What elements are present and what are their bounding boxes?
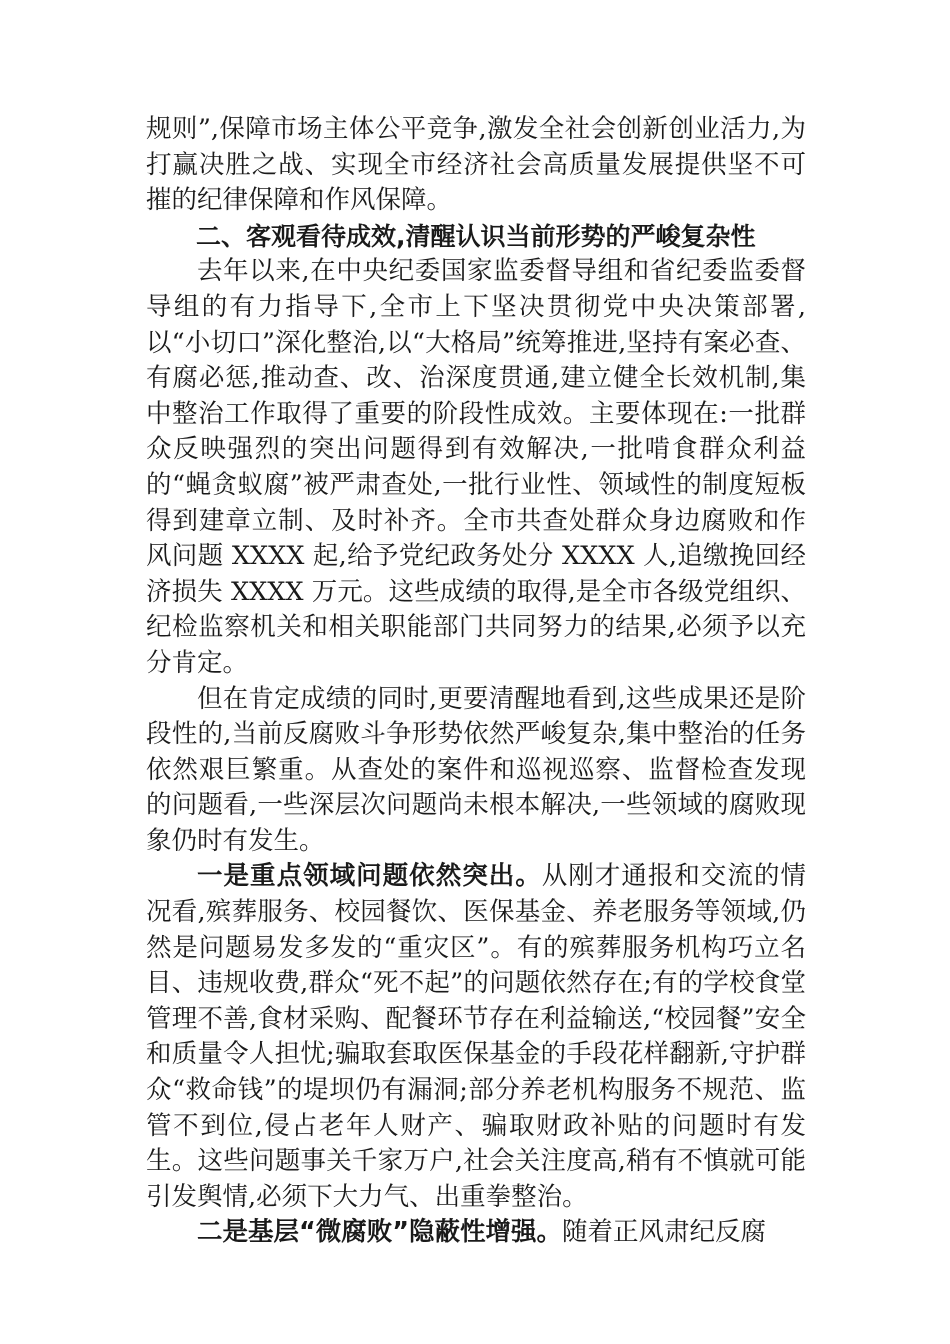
paragraph-point-two xyxy=(146,1215,806,1251)
paragraph-achievements: 去年以来,在中央纪委国家监委督导组和省纪委监委督导组的有力指导下,全市上下坚决贯彻党中央决策部署,以“小切口”深化整治,以“大格局”统筹推进,坚持有案必查、有腐必惩,推动查、改、治深度贯通,建立健全长效机制,集中整治工作取得了重要的阶段性成效。主要体现在:一批群众反映强烈的突出问题得到有效解决,一批啃食群众利益的“蝇贪蚁腐”被严肃查处,一批行业性、领域性的制度短板得到建章立制、及时补齐。全市共查处群众身边腐败和作风问题 XXXX 起,给予党纪政务处分 XXXX 人,追缴挽回经济损失 XXXX 万元。这些成绩的取得,是全市各级党组织、纪检监察机关和相关职能部门共同努力的结果,必须予以充分肯定。 xyxy=(146,256,806,678)
point-two-body: 随着正风肃纪反腐 xyxy=(562,1217,767,1248)
paragraph-point-one xyxy=(146,859,806,1215)
paragraph-but: 但在肯定成绩的同时,更要清醒地看到,这些成果还是阶段性的,当前反腐败斗争形势依然严峻复杂,集中整治的任务依然艰巨繁重。从查处的案件和巡视巡察、监督检查发现的问题看,一些深层次问题尚未根本解决,一些领域的腐败现象仍时有发生。 xyxy=(146,683,806,856)
paragraph-continuation: 规则”,保障市场主体公平竞争,激发全社会创新创业活力,为打赢决胜之战、实现全市经济社会高质量发展提供坚不可摧的纪律保障和作风保障。 xyxy=(146,114,806,216)
point-one-body: 从刚才通报和交流的情况看,殡葬服务、校园餐饮、医保基金、养老服务等领域,仍然是问题易发多发的“重灾区”。有的殡葬服务机构巧立名目、违规收费,群众“死不起”的问题依然存在;有的学校食堂管理不善,食材采购、配餐环节存在利益输送,“校园餐”安全和质量令人担忧;骗取套取医保基金的手段花样翻新,守护群众“救命钱”的堤坝仍有漏洞;部分养老机构服务不规范、监管不到位,侵占老年人财产、骗取财政补贴的问题时有发生。这些问题事关千家万户,社会关注度高,稍有不慎就可能引发舆情,必须下大力气、出重拳整治。 xyxy=(146,861,806,1212)
document-page xyxy=(146,112,806,1251)
point-two-lead: 二是基层“微腐败”隐蔽性增强。 xyxy=(197,1217,563,1248)
section-heading: 二、客观看待成效,清醒认识当前形势的严峻复杂性 xyxy=(196,221,756,251)
point-one-lead: 一是重点领域问题依然突出。 xyxy=(197,861,542,892)
